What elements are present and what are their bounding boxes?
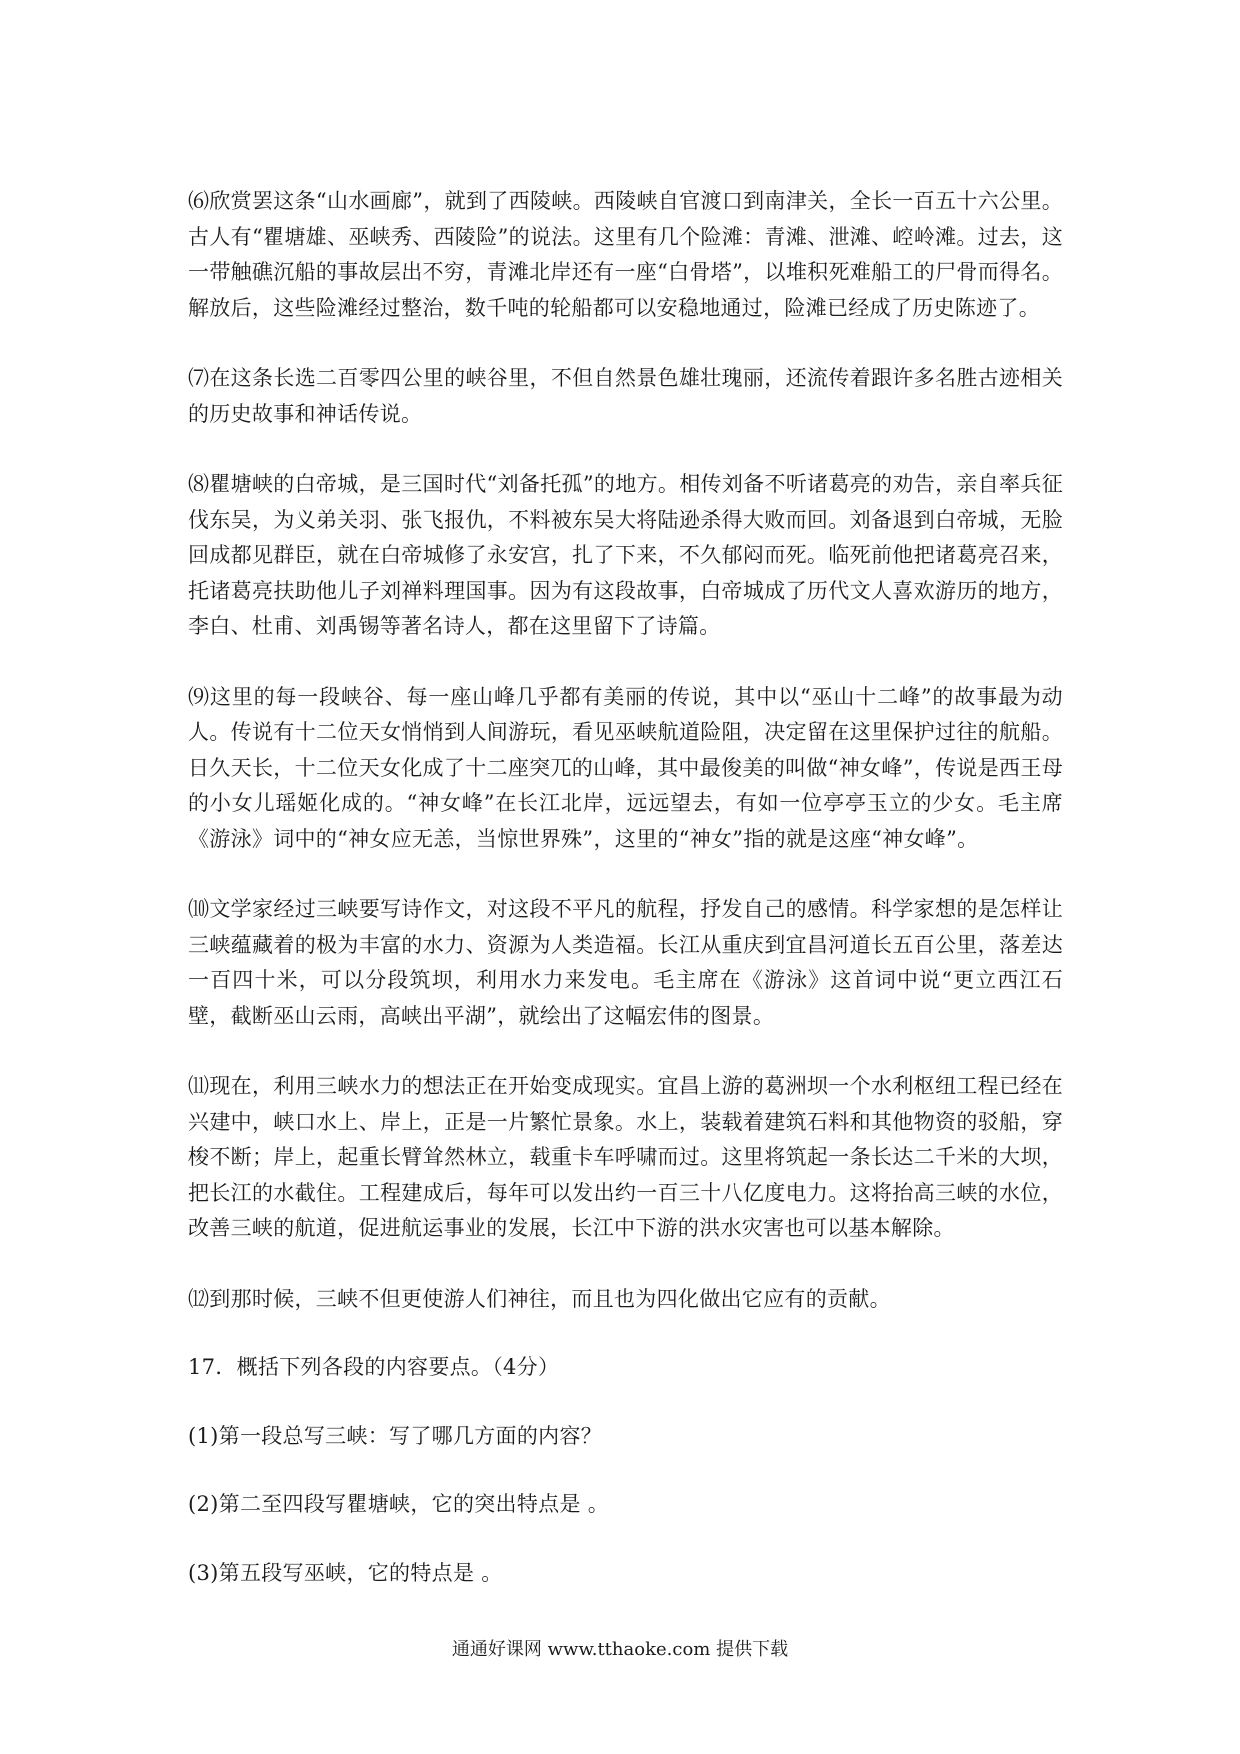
paragraph-11: ⑾现在，利用三峡水力的想法正在开始变成现实。宜昌上游的葛洲坝一个水利枢纽工程已经在兴建中，峡口水上、岸上，正是一片繁忙景象。水上，装载着建筑石料和其他物资的驳船，穿梭不断；岸上，起重长臂耸然林立，载重卡车呼啸而过。这里将筑起一条长达二千米的大坝，把长江的水截住。工程建成后，每年可以发出约一百三十八亿度电力。这将抬高三峡的水位，改善三峡的航道，促进航运事业的发展，长江中下游的洪水灾害也可以基本解除。 xyxy=(188,1074,1063,1240)
question-17-part-3: (3)第五段写巫峡，它的特点是 。 xyxy=(188,1560,503,1585)
paragraph-9: ⑼这里的每一段峡谷、每一座山峰几乎都有美丽的传说，其中以“巫山十二峰”的故事最为动人。传说有十二位天女悄悄到人间游玩，看见巫峡航道险阻，决定留在这里保护过往的航船。日久天长，十二位天女化成了十二座突兀的山峰，其中最俊美的叫做“神女峰”，传说是西王母的小女儿瑶姬化成的。“神女峰”在长江北岸，远远望去，有如一位亭亭玉立的少女。毛主席《游泳》词中的“神女应无恙，当惊世界殊”，这里的“神女”指的就是这座“神女峰”。 xyxy=(188,684,1063,851)
paragraph-6: ⑹欣赏罢这条“山水画廊”，就到了西陵峡。西陵峡自官渡口到南津关，全长一百五十六公里。古人有“瞿塘雄、巫峡秀、西陵险”的说法。这里有几个险滩：青滩、泄滩、崆岭滩。过去，这一带触礁沉船的事故层出不穷，青滩北岸还有一座“白骨塔”，以堆积死难船工的尸骨而得名。解放后，这些险滩经过整治，数千吨的轮船都可以安稳地通过，险滩已经成了历史陈迹了。 xyxy=(188,189,1063,320)
paragraph-7: ⑺在这条长选二百零四公里的峡谷里，不但自然景色雄壮瑰丽，还流传着跟许多名胜古迹相关的历史故事和神话传说。 xyxy=(188,366,1063,426)
question-17-heading: 17．概括下列各段的内容要点。（4分） xyxy=(188,1355,560,1379)
article-body xyxy=(188,184,1063,1591)
footer-watermark: 通通好课网 www.tthaoke.com 提供下载 xyxy=(451,1639,789,1660)
paragraph-10: ⑽文学家经过三峡要写诗作文，对这段不平凡的航程，抒发自己的感情。科学家想的是怎样让三峡蕴藏着的极为丰富的水力、资源为人类造福。长江从重庆到宜昌河道长五百公里，落差达一百四十米，可以分段筑坝，利用水力来发电。毛主席在《游泳》这首词中说“更立西江石壁，截断巫山云雨，高峡出平湖”，就绘出了这幅宏伟的图景。 xyxy=(188,897,1063,1028)
paragraph-12: ⑿到那时候，三峡不但更使游人们神往，而且也为四化做出它应有的贡献。 xyxy=(188,1286,891,1311)
question-17-part-1: (1)第一段总写三峡：写了哪几方面的内容？ xyxy=(188,1423,603,1448)
paragraph-8: ⑻瞿塘峡的白帝城，是三国时代“刘备托孤”的地方。相传刘备不听诸葛亮的劝告，亲自率兵征伐东吴，为义弟关羽、张飞报仇，不料被东吴大将陆逊杀得大败而回。刘备退到白帝城，无脸回成都见群臣，就在白帝城修了永安宫，扎了下来，不久郁闷而死。临死前他把诸葛亮召来，托诸葛亮扶助他儿子刘禅料理国事。因为有这段故事，白帝城成了历代文人喜欢游历的地方，李白、杜甫、刘禹锡等著名诗人，都在这里留下了诗篇。 xyxy=(188,472,1063,638)
question-17-part-2: (2)第二至四段写瞿塘峡，它的突出特点是 。 xyxy=(188,1492,610,1516)
